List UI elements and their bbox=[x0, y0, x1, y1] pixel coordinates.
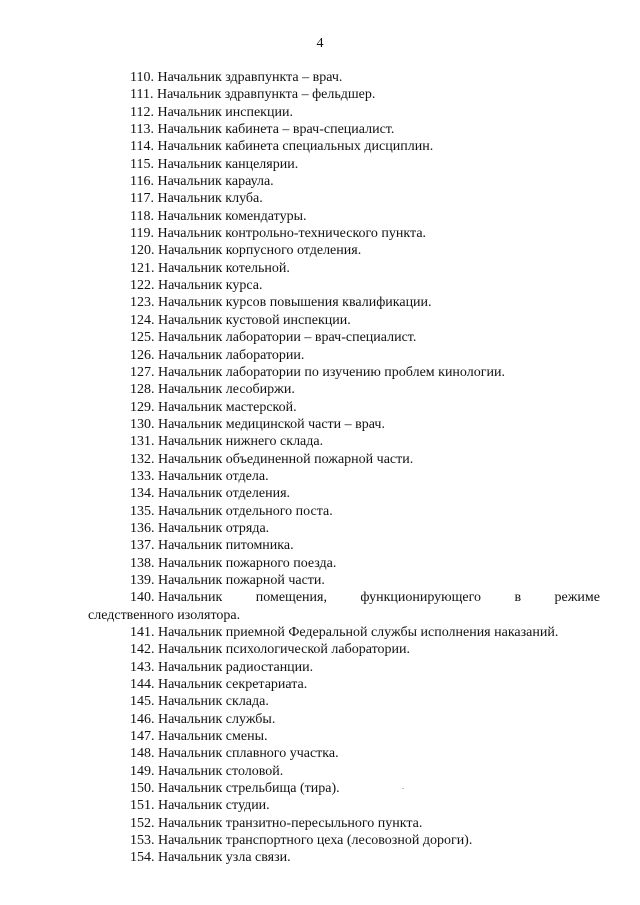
list-item-140-word: помещения, bbox=[255, 590, 327, 606]
list-item-140-first-line bbox=[130, 589, 600, 606]
list-item: 147. Начальник смены. bbox=[130, 729, 268, 745]
list-item: 133. Начальник отдела. bbox=[130, 468, 269, 484]
list-item: 134. Начальник отделения. bbox=[130, 486, 291, 502]
list-item: 136. Начальник отряда. bbox=[130, 520, 270, 536]
list-item: 142. Начальник психологической лаборатории. bbox=[130, 642, 410, 658]
list-item: 144. Начальник секретариата. bbox=[130, 677, 308, 693]
list-item: 131. Начальник нижнего склада. bbox=[130, 434, 324, 450]
list-item-140-word: режиме bbox=[554, 590, 600, 606]
list-item: 123. Начальник курсов повышения квалификации. bbox=[130, 295, 432, 311]
list-item: 125. Начальник лаборатории – врач-специалист. bbox=[130, 330, 417, 346]
list-item: 111. Начальник здравпункта – фельдшер. bbox=[130, 87, 376, 103]
list-item: 129. Начальник мастерской. bbox=[130, 399, 297, 415]
list-item: 110. Начальник здравпункта – врач. bbox=[130, 70, 343, 85]
list-item: 116. Начальник караула. bbox=[130, 174, 274, 190]
list-item: 127. Начальник лаборатории по изучению проблем кинологии. bbox=[130, 364, 505, 380]
list-item: 139. Начальник пожарной части. bbox=[130, 572, 325, 588]
list-item-140-word: в bbox=[514, 590, 522, 606]
list-item: 118. Начальник комендатуры. bbox=[130, 208, 307, 224]
list-item: 126. Начальник лаборатории. bbox=[130, 347, 305, 363]
list-item: 141. Начальник приемной Федеральной службы исполнения наказаний. bbox=[130, 625, 559, 640]
page-number: 4 bbox=[316, 36, 324, 51]
list-item: 119. Начальник контрольно-технического пункта. bbox=[130, 226, 427, 242]
position-list bbox=[88, 69, 600, 867]
list-item: 151. Начальник студии. bbox=[130, 798, 270, 814]
list-item: 132. Начальник объединенной пожарной части. bbox=[130, 451, 414, 467]
list-item: 143. Начальник радиостанции. bbox=[130, 659, 314, 675]
list-item: 130. Начальник медицинской части – врач. bbox=[130, 416, 385, 432]
list-item: 115. Начальник канцелярии. bbox=[130, 156, 299, 172]
list-item-140-word: 140. Начальник bbox=[130, 590, 223, 606]
list-item: 112. Начальник инспекции. bbox=[130, 104, 293, 120]
list-item: 138. Начальник пожарного поезда. bbox=[130, 555, 337, 571]
list-item: 150. Начальник стрельбища (тира). bbox=[130, 781, 340, 797]
scan-speck bbox=[402, 788, 404, 789]
list-item: 114. Начальник кабинета специальных дисциплин. bbox=[130, 139, 434, 155]
list-item: 135. Начальник отдельного поста. bbox=[130, 503, 333, 519]
list-item: 113. Начальник кабинета – врач-специалист. bbox=[130, 122, 395, 138]
list-item: 154. Начальник узла связи. bbox=[130, 850, 291, 866]
list-item-140-continuation: следственного изолятора. bbox=[88, 607, 241, 623]
list-item: 124. Начальник кустовой инспекции. bbox=[130, 312, 351, 328]
list-item: 149. Начальник столовой. bbox=[130, 763, 284, 779]
list-item: 117. Начальник клуба. bbox=[130, 191, 263, 207]
list-item: 146. Начальник службы. bbox=[130, 711, 276, 727]
list-item-140-word: функционирующего bbox=[360, 590, 482, 606]
list-item-140 bbox=[88, 589, 600, 624]
list-item: 145. Начальник склада. bbox=[130, 694, 269, 710]
list-item: 137. Начальник питомника. bbox=[130, 538, 294, 554]
list-item: 122. Начальник курса. bbox=[130, 278, 263, 294]
list-item: 152. Начальник транзитно-пересыльного пункта. bbox=[130, 815, 423, 831]
list-item: 148. Начальник сплавного участка. bbox=[130, 746, 339, 762]
list-item: 120. Начальник корпусного отделения. bbox=[130, 243, 362, 259]
list-item: 128. Начальник лесобиржи. bbox=[130, 382, 295, 398]
list-item: 153. Начальник транспортного цеха (лесовозной дороги). bbox=[130, 833, 473, 849]
list-item: 121. Начальник котельной. bbox=[130, 260, 290, 276]
